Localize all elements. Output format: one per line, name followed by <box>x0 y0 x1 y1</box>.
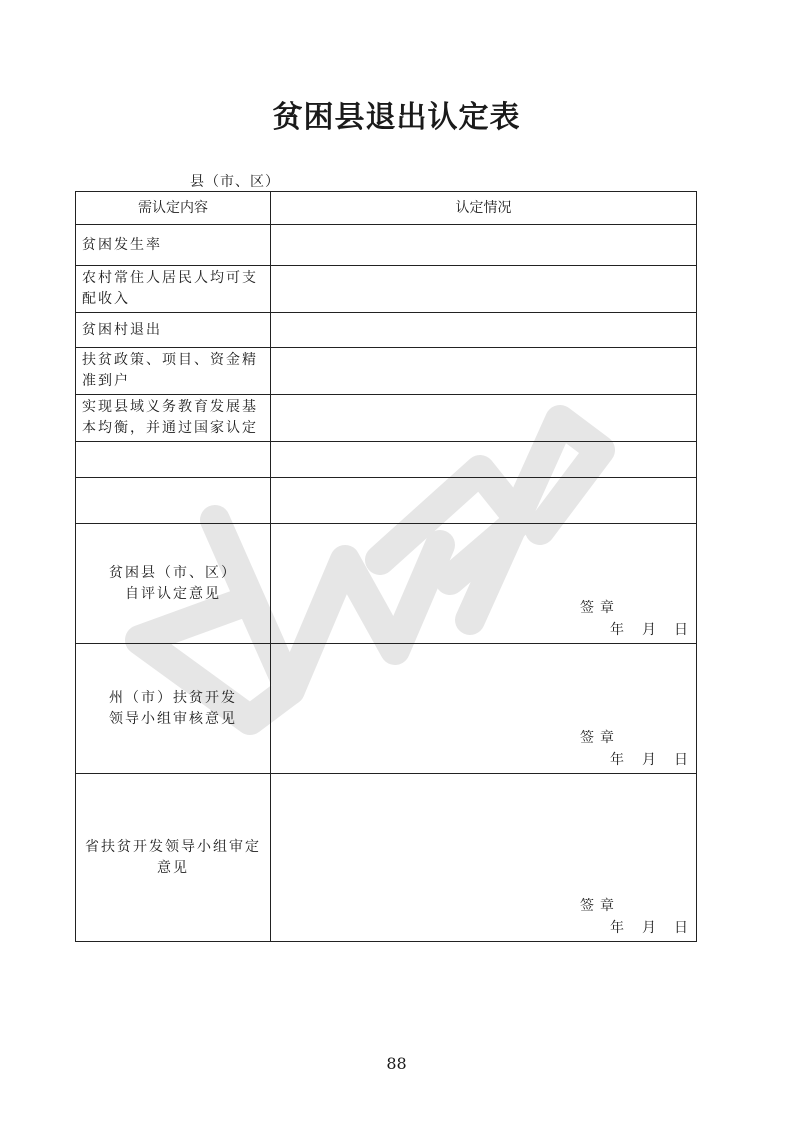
item-village-exit: 贫困村退出 <box>76 313 271 348</box>
date-line <box>580 749 688 771</box>
item-poverty-rate: 贫困发生率 <box>76 225 271 266</box>
signature-block <box>580 727 688 771</box>
prefecture-opinion-cell[interactable] <box>271 644 697 774</box>
month-label: 月 <box>642 752 656 768</box>
opinion-row-prefecture <box>76 644 697 774</box>
day-label: 日 <box>674 622 688 638</box>
province-opinion-label-line1: 省扶贫开发领导小组审定 <box>85 838 261 855</box>
province-opinion-label <box>76 774 271 942</box>
status-cell[interactable] <box>271 313 697 348</box>
county-label: 县（市、区） <box>190 174 280 190</box>
year-label: 年 <box>610 752 624 768</box>
item-rural-income: 农村常住人居民人均可支配收入 <box>76 266 271 313</box>
county-opinion-label-line2: 自评认定意见 <box>125 585 221 602</box>
province-opinion-label-line2: 意见 <box>157 859 189 876</box>
county-opinion-cell[interactable] <box>271 524 697 644</box>
day-label: 日 <box>674 752 688 768</box>
header-content-required: 需认定内容 <box>76 192 271 225</box>
status-cell[interactable] <box>271 478 697 524</box>
date-line <box>580 619 688 641</box>
status-cell[interactable] <box>271 225 697 266</box>
county-opinion-label <box>76 524 271 644</box>
year-label: 年 <box>610 920 624 936</box>
province-opinion-cell[interactable] <box>271 774 697 942</box>
item-blank-2[interactable] <box>76 478 271 524</box>
seal-label: 签章 <box>580 730 620 746</box>
prefecture-opinion-label <box>76 644 271 774</box>
page-number: 88 <box>386 1054 407 1073</box>
status-cell[interactable] <box>271 395 697 442</box>
table-row <box>76 395 697 442</box>
status-cell[interactable] <box>271 266 697 313</box>
prefecture-opinion-label-line1: 州（市）扶贫开发 <box>109 689 237 706</box>
signature-block <box>580 597 688 641</box>
header-certification-status: 认定情况 <box>271 192 697 225</box>
table-row <box>76 313 697 348</box>
opinion-row-county <box>76 524 697 644</box>
item-education-balance: 实现县域义务教育发展基本均衡，并通过国家认定 <box>76 395 271 442</box>
item-blank-1[interactable] <box>76 442 271 478</box>
month-label: 月 <box>642 622 656 638</box>
date-line <box>580 917 688 939</box>
status-cell[interactable] <box>271 348 697 395</box>
table-row <box>76 348 697 395</box>
month-label: 月 <box>642 920 656 936</box>
document-title: 贫困县退出认定表 <box>272 100 521 135</box>
seal-label: 签章 <box>580 600 620 616</box>
certification-table <box>75 191 697 942</box>
seal-label: 签章 <box>580 898 620 914</box>
county-opinion-label-line1: 贫困县（市、区） <box>109 564 237 581</box>
table-row <box>76 225 697 266</box>
day-label: 日 <box>674 920 688 936</box>
status-cell[interactable] <box>271 442 697 478</box>
year-label: 年 <box>610 622 624 638</box>
table-row <box>76 442 697 478</box>
item-policy-targeting: 扶贫政策、项目、资金精准到户 <box>76 348 271 395</box>
table-row <box>76 266 697 313</box>
opinion-row-province <box>76 774 697 942</box>
table-header-row <box>76 192 697 225</box>
table-row <box>76 478 697 524</box>
prefecture-opinion-label-line2: 领导小组审核意见 <box>109 710 237 727</box>
signature-block <box>580 895 688 939</box>
